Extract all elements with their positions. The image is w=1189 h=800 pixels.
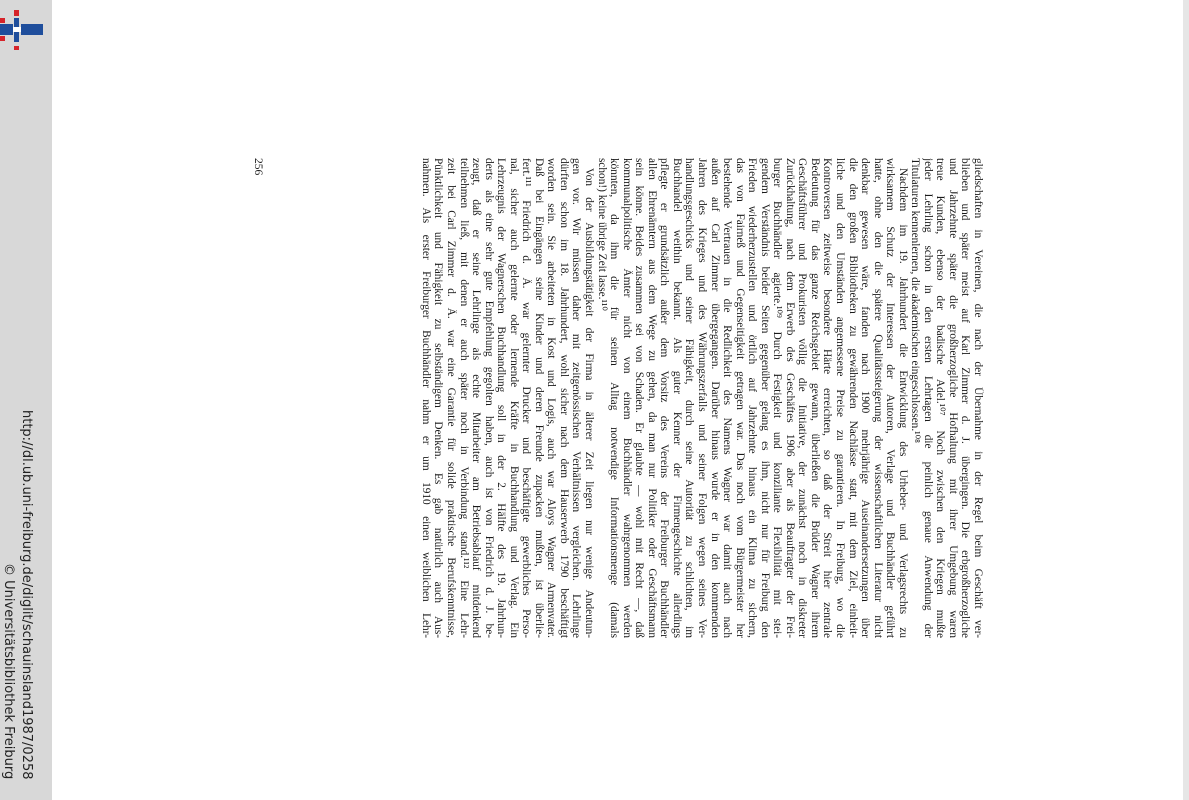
text-line: Zurückhaltung, nach dem Erwerb des Geschäftes 1906 aber als Beauftragter der Frei-: [783, 158, 796, 638]
source-url[interactable]: http://dl.ub.uni-freiburg.de/diglit/schauinsland1987/0258: [19, 410, 34, 780]
text-line: Von der Ausbildungstätigkeit der Firma in älterer Zeit liegen nur wenige Andeutun-: [583, 168, 596, 638]
text-line: Pünktlichkeit und Fähigkeit zu selbständigem Denken. Es gab natürlich auch Aus-: [432, 158, 445, 638]
text-line: dürften schon im 18. Jahrhundert, wohl sicher nach dem Hauserwerb 1790 beschäftigt: [557, 158, 570, 638]
uni-freiburg-logo-icon[interactable]: [0, 10, 44, 50]
text-line: fert.¹¹¹ Friedrich d. Ä. war gelernter Drucker und beschäftigte gewerbliches Perso-: [520, 158, 533, 638]
text-line: nal, sicher auch gelernte oder lernende Kräfte in Buchhandlung und Verlag. Ein: [507, 158, 520, 638]
text-line: außen auf Carl Zimmer übergegangen. Darüber hinaus wurde er in den kommenden: [708, 158, 721, 638]
text-line: liche und den Umständen angemessene Preise zu garantieren. In Freiburg, wo die: [833, 158, 846, 638]
text-line: wirksamem Schutz der Interessen der Autoren, Verlage und Buchhändler geführt: [884, 158, 897, 638]
text-line: worden sein. Sie arbeiteten in Kost und Logis, auch war Aloys Wagner Armenvater.: [545, 158, 558, 638]
text-line: gendem Verständnis beider Seiten gegenüber gelang es ihm, nicht nur für Freiburg den: [758, 158, 771, 638]
text-line: zeit bei Carl Zimmer d. Ä. war eine Garantie für solide praktische Berufskenntnisse,: [445, 158, 458, 638]
copyright-notice: © Universitätsbibliothek Freiburg: [1, 563, 16, 780]
text-line: teilnehmen ließ, mit denen er auch später noch in Verbindung stand.¹¹² Eine Lehr-: [457, 158, 470, 638]
page-number: 256: [252, 158, 264, 176]
text-line: Bedeutung für das ganze Reichsgebiet gewann, überließen die Brüder Wagner ihrem: [808, 158, 821, 638]
text-line: Kontroversen zeitweise besondere Härte erreichten, so daß der Streit hier zentrale: [821, 158, 834, 638]
text-line: zeugt, daß er seine Lehrlinge als echte Mitarbeiter am Betriebsablauf mitdenkend: [470, 158, 483, 638]
text-line: handlungsgeschicks und seiner Fähigkeit, durch seine Autorität zu schlichten, im: [683, 158, 696, 638]
text-line: die den großen Bibliotheken zu gewährenden Nachlässe statt, mit dem Ziel, einheit-: [846, 158, 859, 638]
text-line: treue Kunden, ebenso der badische Adel.¹⁰⁷ Noch zwischen den Kriegen mußte: [934, 158, 947, 638]
text-line: burger Buchhändler agierte.¹⁰⁹ Durch Festigkeit und konziliante Flexibilität mit stei-: [771, 158, 784, 638]
text-line: pflegte er grundsätzlich außer dem Vorsitz des Vereins der Freiburger Buchhändler: [658, 158, 671, 638]
text-line: gliedschaften in Vereinen, die nach der Übernahme in der Regel beim Geschäft ver-: [972, 158, 984, 638]
text-line: Nachdem im 19. Jahrhundert die Entwicklung des Urheber- und Verlagsrechts zu: [896, 168, 909, 638]
text-line: bestehende Vertrauen in die Redlichkeit des Namens Wagner war damit auch nach: [721, 158, 734, 638]
text-line: nahmen. Als erster Freiburger Buchhändler nahm er um 1910 einen weiblichen Lehr-: [419, 158, 432, 638]
viewer-right-edge: [1183, 0, 1189, 800]
text-line: könnten, da ihm die für seinen Alltag notwendige Informationsmenge (damals: [608, 158, 621, 638]
text-line: und Jahrzehnte später die großherzogliche Hofhaltung mit ihrer Umgebung waren: [946, 158, 959, 638]
text-line: Titulaturen kennenlernen, die akademischen eingeschlossen.¹⁰⁸: [909, 158, 922, 443]
text-line: denkbar gewesen wäre, fanden nach 1900 mehrjährige Auseinandersetzungen über: [859, 158, 872, 638]
text-line: blieben und später meist auf Karl Zimmer d. J. übergingen. Die erbgroßherzogliche: [959, 158, 972, 638]
text-line: jeder Lehrling schon in den ersten Lehrtagen die peinlich genaue Anwendung der: [921, 158, 934, 638]
text-line: Geschäftsführer und Prokuristen völlig die Initiative, der zunächst noch in diskreter: [796, 158, 809, 638]
text-line: hatte, ohne den die spätere Qualitätssteigerung der wissenschaftlichen Literatur nicht: [871, 158, 884, 638]
text-line: Jahren des Krieges und des Währungszerfalls und seiner Folgen wegen seines Ver-: [695, 158, 708, 638]
text-line: sein könne. Beides zusammen sei von Schaden. Er glaubte — wohl mit Recht —, daß: [633, 158, 646, 638]
text-line: Lehrzeugnis der Wagnerschen Buchhandlung soll in der 2. Hälfte des 19. Jahrhun-: [495, 158, 508, 638]
text-line: Daß bei Eingängen seine Kinder und deren Freunde zupacken mußten, ist überlie-: [532, 158, 545, 638]
text-line: allen Ehrenämtern aus dem Wege zu gehen, da man nur Politiker oder Geschäftsmann: [645, 158, 658, 638]
viewer-sidebar: [0, 0, 52, 800]
text-line: das von Fairneß und Gegenseitigkeit getragen war. Das noch vom Bürgermeister her: [733, 158, 746, 638]
text-line: Frieden wiederherzustellen und örtlich auf Jahrzehnte hinaus ein Klima zu sichern,: [746, 158, 759, 638]
text-line: kommunalpolitische Ämter nicht von einem Buchhändler wahrgenommen werden: [620, 158, 633, 638]
text-line: gen vor. Wir müssen daher mit zeitgenössischen Verhältnissen vergleichen. Lehrlinge: [570, 158, 583, 638]
text-line: Buchhandel weithin bekannt. Als guter Kenner der Firmengeschichte allerdings: [670, 158, 683, 638]
text-line: derts als eine sehr gute Empfehlung gegolten haben, auch ist von Friedrich d. J. be-: [482, 158, 495, 638]
text-line: schon!) keine übrige Zeit lasse.¹¹⁰: [595, 158, 608, 311]
page-text-block: [252, 158, 984, 638]
